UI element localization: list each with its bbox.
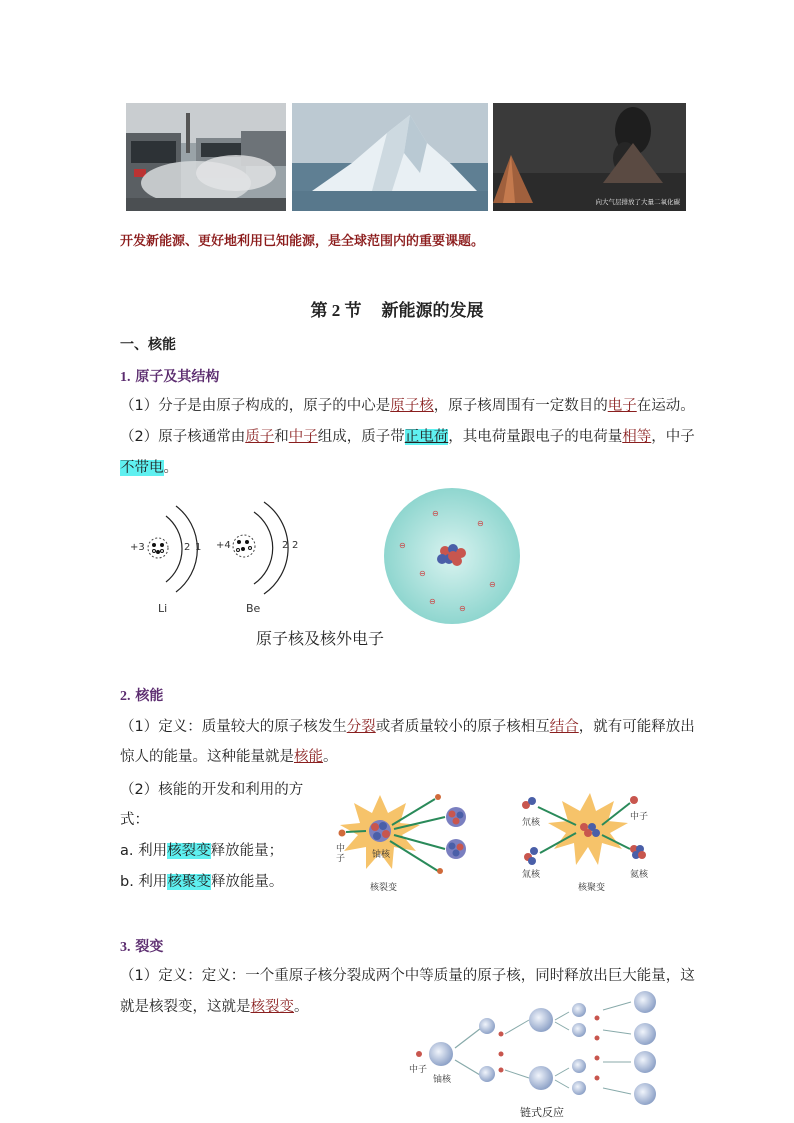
text: ，就有可能释放出 [578, 719, 695, 735]
text: 释放能量。 [210, 874, 284, 890]
li-label: Li [158, 602, 168, 615]
text: ，中子 [651, 429, 695, 445]
caption-fusion: 核聚变 [578, 883, 606, 893]
subheading-fission [120, 936, 163, 956]
paragraph-usage-b [120, 872, 283, 892]
keyword-positive-charge: 正电荷 [404, 429, 449, 445]
figure-fission [330, 785, 485, 893]
paragraph-usage-1: （2）核能的开发和利用的方 [120, 782, 304, 798]
text: 释放能量； [210, 843, 284, 859]
label-uranium: 铀核 [433, 1075, 452, 1085]
keyword-electron: 电子 [607, 398, 637, 414]
text: 。 [163, 460, 178, 476]
label-neutron: 中子 [409, 1065, 428, 1075]
intro-text: 开发新能源、更好地利用已知能源，是全球范围内的重要课题。 [120, 234, 485, 249]
text: （1）定义：质量较大的原子核发生 [120, 719, 347, 735]
text: 在运动。 [636, 398, 695, 414]
text: a. 利用 [120, 843, 168, 859]
text: 。 [294, 999, 309, 1015]
photo-car-exhaust [126, 103, 286, 211]
keyword-equal: 相等 [622, 429, 652, 445]
keyword-neutron: 中子 [288, 429, 318, 445]
paragraph-definition-1 [120, 717, 695, 737]
li-shell2: 1 [195, 542, 202, 553]
text: （1）分子是由原子构成的，原子的中心是 [120, 398, 391, 414]
subheading-text: 核能 [135, 688, 164, 704]
electron: ⊖ [419, 569, 426, 578]
li-shell1: 2 [184, 542, 191, 553]
subheading-text: 裂变 [135, 939, 164, 955]
keyword-combine: 结合 [549, 719, 579, 735]
electron: ⊖ [489, 580, 496, 589]
be-charge: +4 [216, 540, 231, 551]
be-shell1: 2 [282, 540, 289, 551]
electron: ⊖ [477, 519, 484, 528]
paragraph-definition-2 [120, 747, 338, 767]
electron: ⊖ [459, 604, 466, 613]
subheading-number: 2. [120, 689, 131, 704]
photo-iceberg [292, 103, 488, 211]
electron: ⊖ [429, 597, 436, 606]
paragraph-atom-2 [120, 427, 695, 447]
subheading-atom [120, 366, 219, 386]
label-helium: 氦核 [630, 870, 649, 880]
keyword-proton: 质子 [245, 429, 275, 445]
label-tritium: 氚核 [522, 870, 541, 880]
electron: ⊖ [399, 541, 406, 550]
keyword-fusion: 核聚变 [167, 874, 211, 890]
heading-nuclear: 一、核能 [120, 337, 176, 353]
text: ，原子核周围有一定数目的 [433, 398, 608, 414]
paragraph-usage-2: 式： [120, 812, 149, 828]
label-neutron: 子 [336, 854, 346, 864]
electron: ⊖ [432, 509, 439, 518]
keyword-nuclear-energy: 核能 [294, 749, 323, 765]
text: 或者质量较小的原子核相互 [375, 719, 550, 735]
text: 惊人的能量。这种能量就是 [120, 749, 294, 765]
text: b. 利用 [120, 874, 168, 890]
paragraph-fission-2 [120, 997, 309, 1017]
photo-caption: 向大气层排放了大量二氧化碳 [595, 198, 680, 206]
label-neutron-out: 中子 [630, 812, 649, 822]
paragraph-atom-3 [120, 458, 178, 478]
caption-chain-reaction: 链式反应 [520, 1106, 564, 1119]
paragraph-fission-1: （1）定义：定义：一个重原子核分裂成两个中等质量的原子核，同时释放出巨大能量，这 [120, 968, 695, 984]
atom-model [383, 487, 521, 625]
section-number: 第 2 节 [310, 301, 362, 320]
text: 和 [274, 429, 289, 445]
text: 组成，质子带 [317, 429, 405, 445]
paragraph-usage-a [120, 841, 283, 861]
caption-fission: 核裂变 [370, 883, 398, 893]
photo-volcano [493, 103, 686, 211]
figure-caption-nucleus: 原子核及核外电子 [256, 629, 385, 648]
section-name: 新能源的发展 [381, 301, 484, 321]
keyword-fission: 核裂变 [250, 999, 294, 1015]
subheading-text: 原子及其结构 [135, 369, 220, 385]
page-title [0, 296, 794, 321]
paragraph-atom-1 [120, 396, 695, 416]
figure-fusion [518, 785, 658, 893]
text: 就是核裂变，这就是 [120, 999, 251, 1015]
keyword-uncharged: 不带电 [120, 460, 164, 476]
text: （2）原子核通常由 [120, 429, 246, 445]
subheading-nuclear-energy [120, 685, 163, 705]
keyword-nucleus: 原子核 [390, 398, 434, 414]
label-neutron: 中 [336, 844, 346, 854]
li-charge: +3 [130, 542, 145, 553]
subheading-number: 3. [120, 940, 131, 955]
be-label: Be [246, 602, 261, 615]
text: ，其电荷量跟电子的电荷量 [448, 429, 623, 445]
label-deuterium: 氘核 [522, 818, 541, 828]
be-shell2: 2 [292, 540, 299, 551]
text: 。 [323, 749, 338, 765]
keyword-split: 分裂 [346, 719, 376, 735]
keyword-fission: 核裂变 [167, 843, 211, 859]
subheading-number: 1. [120, 370, 131, 385]
figure-chain-reaction [405, 990, 670, 1120]
label-uranium: 铀核 [372, 850, 391, 860]
